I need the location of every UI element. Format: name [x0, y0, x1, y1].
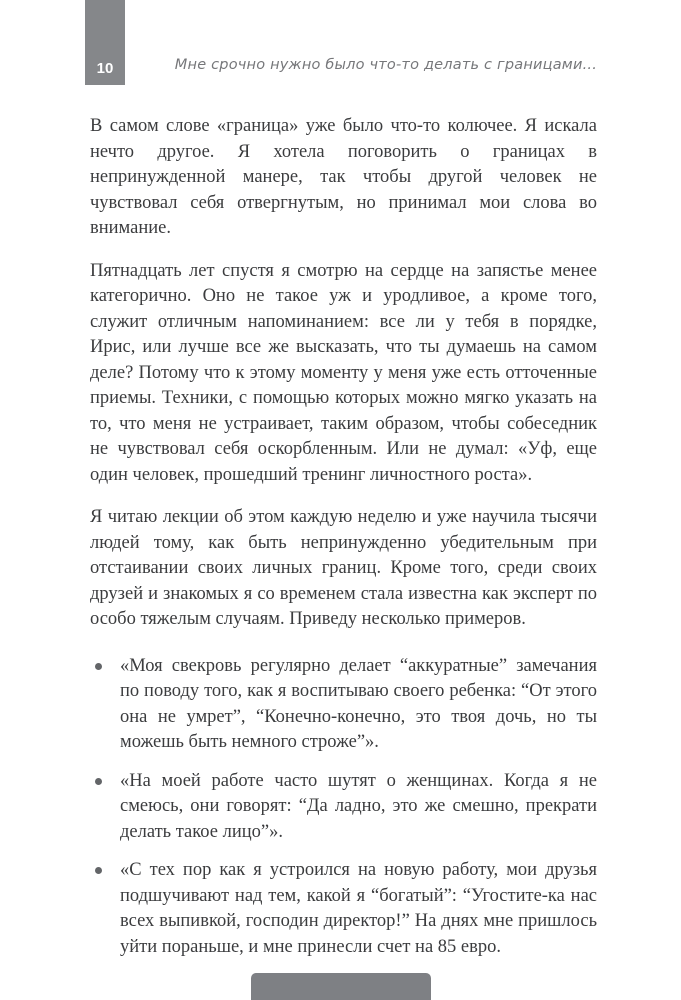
paragraph: В самом слове «граница» уже было что-то колючее. Я искала нечто другое. Я хотела поговорить о границах в непринужденной манере, так чтобы другой человек не чувствовал себя отвергнутым, но принимал мои слова во внимание.	[90, 116, 597, 238]
bullet-dot-icon	[95, 867, 102, 874]
list-item-text: «Моя свекровь регулярно делает “аккуратные” замечания по поводу того, как я воспитываю своего ребенка: “От этого она не умрет”, “Конечно-конечно, это твоя дочь, но ты можешь быть немного строже”».	[120, 655, 597, 752]
list-item	[90, 769, 597, 846]
bullet-dot-icon	[95, 778, 102, 785]
list-item-text: «На моей работе часто шутят о женщинах. Когда я не смеюсь, они говорят: “Да ладно, это же смешно, прекрати делать такое лицо”».	[120, 770, 597, 842]
paragraph: Пятнадцать лет спустя я смотрю на сердце на запястье менее категорично. Оно не такое уж и уродливое, а кроме того, служит отличным напоминанием: все ли у тебя в порядке, Ирис, или лучше все же высказать, что ты думаешь на самом деле? Потому что к этому моменту у меня уже есть отточенные приемы. Техники, с помощью которых можно мягко указать на то, что меня не устраивает, таким образом, чтобы собеседник не чувствовал себя оскорбленным. Или не думал: «Уф, еще один человек, прошедший тренинг личностного роста».	[90, 260, 597, 485]
paragraph: Я читаю лекции об этом каждую неделю и уже научила тысячи людей тому, как быть непринужденно убедительным при отстаивании своих личных границ. Кроме того, среди своих друзей и знакомых я со временем стала известна как эксперт по особо тяжелым случаям. Приведу несколько примеров.	[90, 507, 597, 629]
running-header: Мне срочно нужно было что-то делать с границами...	[174, 57, 597, 73]
list-item-text: «С тех пор как я устроился на новую работу, мои друзья подшучивают над тем, какой я “богатый”: “Угостите-ка нас всех выпивкой, господин директор!” На днях мне пришлось уйти пораньше, и мне принесли счет на 85 евро.	[120, 860, 597, 957]
examples-bullet-list	[90, 654, 597, 961]
list-item	[90, 858, 597, 960]
bottom-design-bar	[251, 973, 431, 1000]
bullet-dot-icon	[95, 663, 102, 670]
page-number: 10	[96, 60, 114, 77]
list-item	[90, 654, 597, 756]
body-text-column	[90, 114, 597, 973]
page-number-tab	[85, 0, 125, 85]
